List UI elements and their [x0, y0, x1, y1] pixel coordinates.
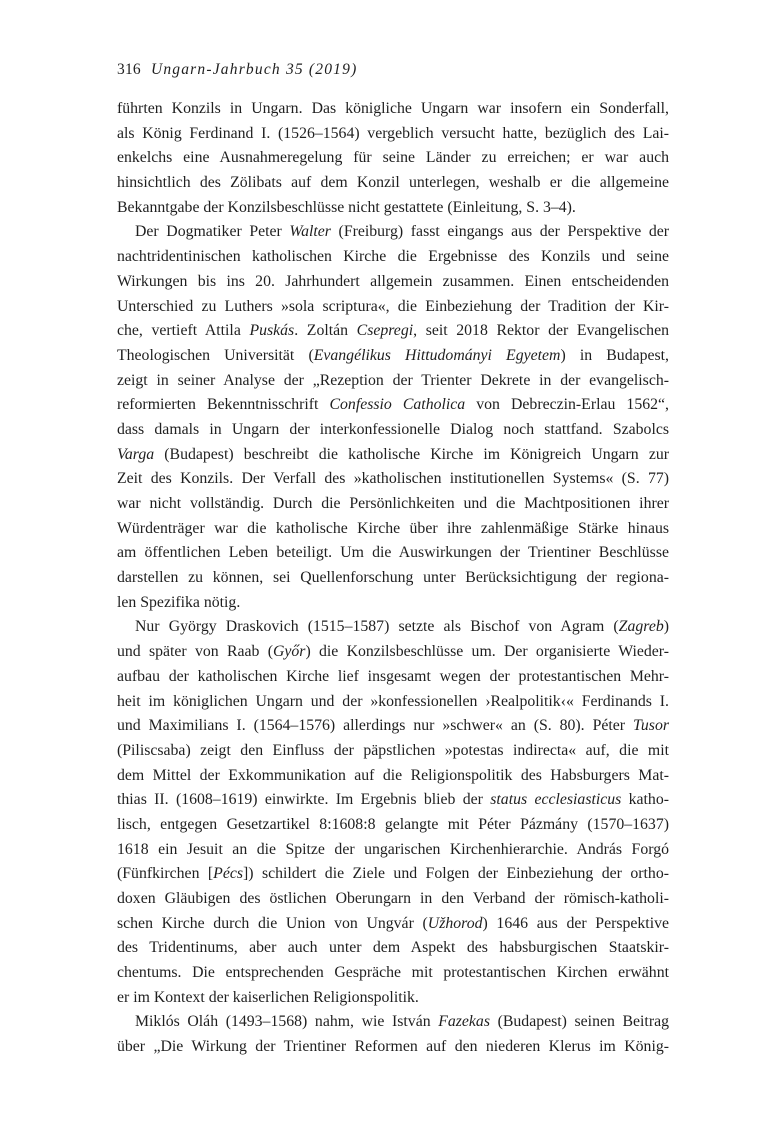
- text-segment: Unterschied zu Luthers »sola scriptura«, die Einbeziehung der Tradition der Kir-: [117, 297, 669, 315]
- text-segment: . Zoltán: [294, 322, 357, 340]
- text-segment: und Maximilians I. (1564–1576) allerdings nur »schwer« an (S. 80). Péter: [117, 717, 633, 735]
- italic-text: Zagreb: [618, 618, 664, 636]
- text-segment: über „Die Wirkung der Trientiner Reformen auf den niederen Klerus im König-: [117, 1038, 669, 1056]
- text-line: [117, 344, 669, 369]
- text-line: [117, 813, 669, 838]
- text-line: [117, 690, 669, 715]
- text-line: [117, 196, 669, 221]
- text-segment: (Piliscsaba) zeigt den Einfluss der päpstlichen »potestas indirecta« auf, die mit: [117, 741, 669, 759]
- text-segment: schen Kirche durch die Union von Ungvár (: [117, 914, 428, 932]
- text-line: [117, 492, 669, 517]
- running-header: [117, 61, 357, 79]
- text-line: [117, 467, 669, 492]
- text-line: [117, 517, 669, 542]
- text-line: [117, 1010, 669, 1035]
- text-segment: reformierten Bekenntnisschrift: [117, 396, 330, 414]
- text-line: [117, 788, 669, 813]
- page-number: 316: [117, 61, 141, 78]
- text-line: [117, 838, 669, 863]
- text-segment: dem Mittel der Exkommunikation auf die Religionspolitik des Habsburgers Mat-: [117, 766, 669, 784]
- text-segment: len Spezifika nötig.: [117, 593, 241, 611]
- italic-text: Varga: [117, 445, 155, 463]
- text-segment: Bekanntgabe der Konzilsbeschlüsse nicht gestattete (Einleitung, S. 3–4).: [117, 198, 576, 216]
- italic-text: Csepregi: [356, 322, 414, 340]
- text-line: [117, 739, 669, 764]
- text-segment: enkelchs eine Ausnahmeregelung für seine Länder zu erreichen; er war auch: [117, 149, 669, 167]
- text-line: [117, 541, 669, 566]
- text-segment: ]) schildert die Ziele und Folgen der Einbeziehung der ortho-: [243, 865, 669, 883]
- text-segment: nachtridentinischen katholischen Kirche die Ergebnisse des Konzils und seine: [117, 248, 669, 266]
- italic-text: Užhorod: [427, 914, 483, 932]
- text-line: [117, 591, 669, 616]
- text-segment: 1618 ein Jesuit an die Spitze der ungarischen Kirchenhierarchie. András Forgó: [117, 840, 669, 858]
- text-segment: doxen Gläubigen des östlichen Oberungarn in den Verband der römisch-katholi-: [117, 890, 669, 907]
- text-segment: dass damals in Ungarn der interkonfessionelle Dialog noch stattfand. Szabolcs: [117, 420, 669, 438]
- text-segment: Würdenträger war die katholische Kirche über ihre zahlenmäßige Stärke hinaus: [117, 519, 669, 537]
- text-segment: hinsichtlich des Zölibats auf dem Konzil unterlegen, weshalb er die allgemeine: [117, 174, 669, 192]
- text-segment: Der Dogmatiker Peter: [135, 223, 290, 241]
- text-line: [117, 245, 669, 270]
- italic-text: Pécs: [213, 865, 243, 883]
- text-line: [117, 936, 669, 961]
- text-segment: am öffentlichen Leben beteiligt. Um die Auswirkungen der Trientiner Beschlüsse: [117, 544, 669, 562]
- italic-text: Puskás: [249, 322, 295, 340]
- text-line: [117, 1035, 669, 1060]
- text-line: [117, 319, 669, 344]
- italic-text: Tusor: [632, 717, 669, 735]
- italic-text: Győr: [272, 643, 306, 661]
- text-line: [117, 171, 669, 196]
- text-segment: Miklós Oláh (1493–1568) nahm, wie István: [135, 1013, 439, 1031]
- text-line: [117, 295, 669, 320]
- text-segment: lisch, entgegen Gesetzartikel 8:1608:8 gelangte mit Péter Pázmány (1570–1637): [117, 815, 669, 833]
- text-segment: Theologischen Universität (: [117, 346, 314, 364]
- text-segment: chentums. Die entsprechenden Gespräche mit protestantischen Kirchen erwähnt: [117, 964, 669, 982]
- text-line: [117, 961, 669, 986]
- text-line: [117, 270, 669, 295]
- journal-title: Ungarn-Jahrbuch 35 (2019): [150, 61, 358, 78]
- italic-text: status ecclesiasticus: [490, 791, 622, 809]
- text-line: [117, 912, 669, 937]
- text-line: [117, 665, 669, 690]
- text-line: [117, 887, 669, 912]
- text-line: [117, 122, 669, 147]
- body-text: [117, 97, 669, 1060]
- text-segment: (Freiburg) fasst eingangs aus der Perspektive der: [330, 223, 670, 241]
- text-segment: ) die Konzilsbeschlüsse um. Der organisierte Wieder-: [305, 643, 670, 661]
- text-segment: und später von Raab (: [117, 643, 273, 661]
- italic-text: Walter: [289, 223, 331, 241]
- text-line: [117, 369, 669, 394]
- text-segment: katho-: [621, 791, 669, 809]
- text-segment: als König Ferdinand I. (1526–1564) vergeblich versucht hatte, bezüglich des Lai-: [117, 124, 669, 142]
- text-line: [117, 615, 669, 640]
- text-segment: ): [663, 618, 669, 636]
- text-segment: führten Konzils in Ungarn. Das königliche Ungarn war insofern ein Sonderfall,: [117, 100, 669, 117]
- text-segment: er im Kontext der kaiserlichen Religionspolitik.: [117, 988, 419, 1006]
- text-line: [117, 566, 669, 591]
- text-segment: (Budapest) beschreibt die katholische Kirche im Königreich Ungarn zur: [154, 445, 669, 463]
- text-segment: war nicht vollständig. Durch die Persönlichkeiten und die Machtpositionen ihrer: [117, 495, 669, 512]
- text-segment: ) in Budapest,: [560, 346, 670, 364]
- text-segment: (Budapest) seinen Beitrag: [489, 1013, 669, 1031]
- text-segment: zeigt in seiner Analyse der „Rezeption der Trienter Dekrete in der evangelisch-: [117, 371, 669, 389]
- text-line: [117, 764, 669, 789]
- text-segment: che, vertieft Attila: [117, 322, 250, 340]
- text-line: [117, 418, 669, 443]
- italic-text: Confessio Catholica: [329, 396, 466, 414]
- text-line: [117, 393, 669, 418]
- text-segment: des Tridentinums, aber auch unter dem Aspekt des habsburgischen Staatskir-: [117, 939, 669, 957]
- text-line: [117, 443, 669, 468]
- text-segment: Nur György Draskovich (1515–1587) setzte als Bischof von Agram (: [135, 618, 619, 636]
- text-line: [117, 640, 669, 665]
- text-line: [117, 862, 669, 887]
- text-line: [117, 146, 669, 171]
- text-segment: Zeit des Konzils. Der Verfall des »katholischen institutionellen Systems« (S. 77): [117, 470, 669, 488]
- text-segment: darstellen zu können, sei Quellenforschung unter Berücksichtigung der regiona-: [117, 569, 669, 587]
- text-segment: aufbau der katholischen Kirche lief insgesamt wegen der protestantischen Mehr-: [117, 667, 669, 685]
- text-segment: (Fünfkirchen [: [117, 865, 214, 883]
- text-line: [117, 714, 669, 739]
- italic-text: Evangélikus Hittudományi Egyetem: [313, 346, 561, 364]
- text-line: [117, 97, 669, 122]
- text-segment: , seit 2018 Rektor der Evangelischen: [413, 322, 669, 340]
- italic-text: Fazekas: [438, 1013, 490, 1031]
- text-segment: ) 1646 aus der Perspektive: [482, 914, 669, 932]
- text-segment: von Debreczin-Erlau 1562“,: [465, 396, 669, 414]
- text-segment: thias II. (1608–1619) einwirkte. Im Ergebnis blieb der: [117, 791, 491, 809]
- text-segment: Wirkungen bis ins 20. Jahrhundert allgemein zusammen. Einen entscheidenden: [117, 272, 669, 290]
- text-line: [117, 986, 669, 1011]
- text-line: [117, 220, 669, 245]
- text-segment: heit im königlichen Ungarn und der »konfessionellen ›Realpolitik‹« Ferdinands I.: [117, 692, 669, 710]
